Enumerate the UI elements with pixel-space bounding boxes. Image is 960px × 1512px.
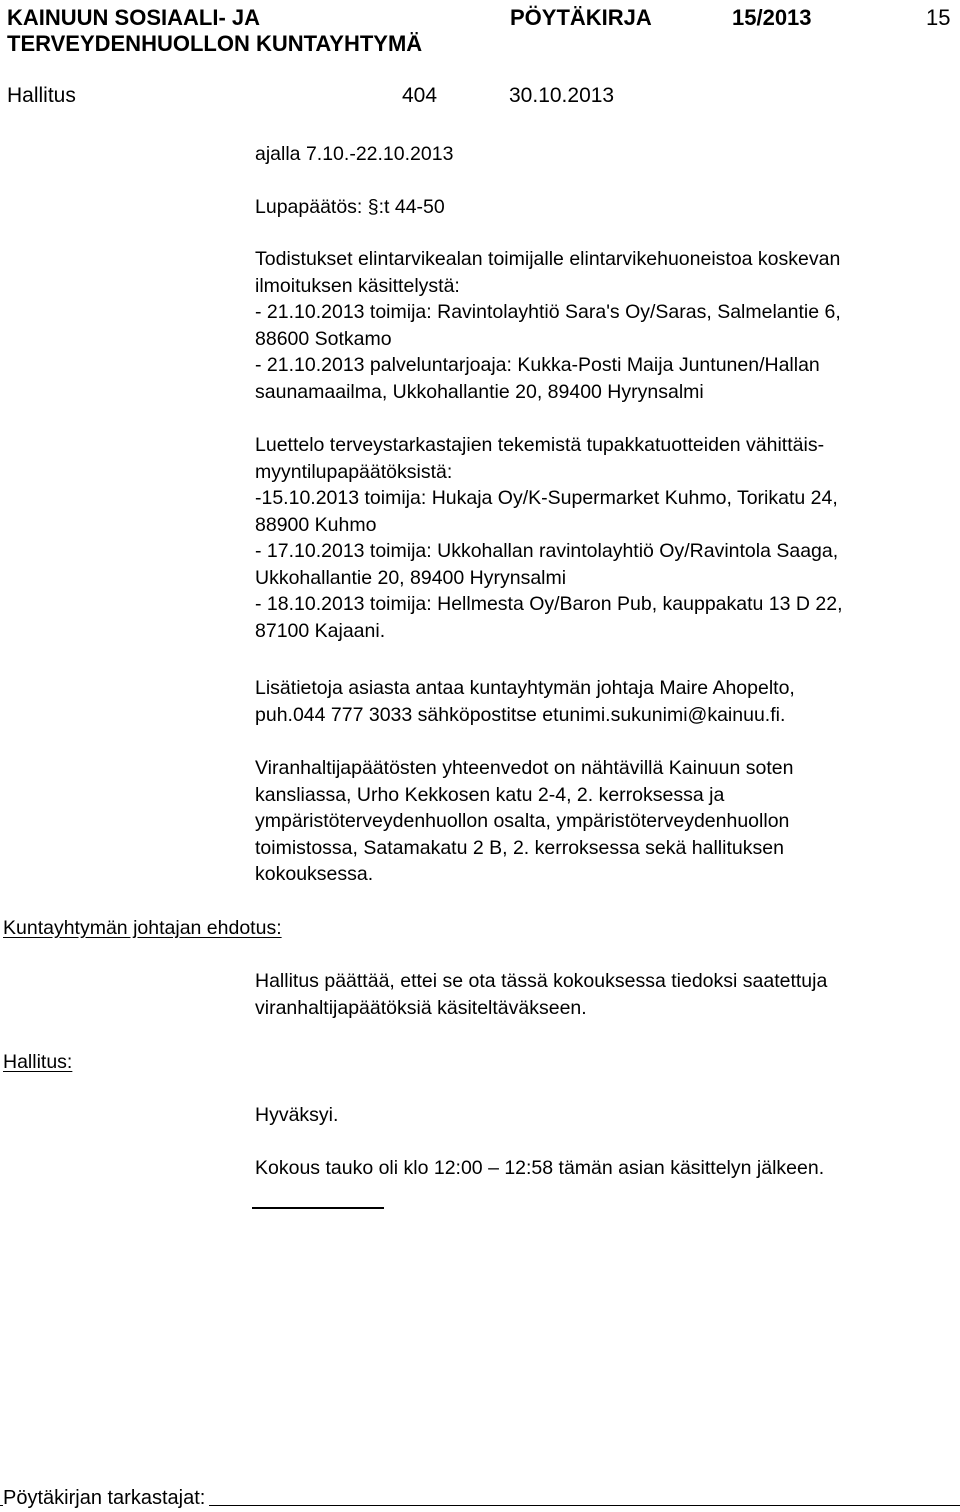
text-line: Luettelo terveystarkastajien tekemistä tupakkatuotteiden vähittäis-	[255, 434, 825, 456]
document-number: 15/2013	[732, 5, 812, 30]
section-number: 404	[402, 84, 438, 107]
meeting-body: Hallitus	[7, 84, 76, 107]
paragraph-tobacco-permits	[255, 432, 843, 644]
text-line: kansliassa, Urho Kekkosen katu 2-4, 2. kerroksessa ja	[255, 783, 725, 806]
text-line: ilmoituksen käsittelystä:	[255, 274, 460, 297]
text-line: - 21.10.2013 toimija: Ravintolayhtiö Sara's Oy/Saras, Salmelantie 6,	[255, 301, 841, 323]
text-line: Lisätietoja asiasta antaa kuntayhtymän johtaja Maire Ahopelto,	[255, 677, 795, 699]
text-line: Viranhaltijapäätösten yhteenvedot on nähtävillä Kainuun soten	[255, 757, 794, 779]
proposal-label: Kuntayhtymän johtajan ehdotus:	[3, 917, 282, 939]
text-line: viranhaltijapäätöksiä käsiteltäväkseen.	[255, 996, 587, 1019]
text-line: saunamaailma, Ukkohallantie 20, 89400 Hyrynsalmi	[255, 380, 704, 403]
paragraph-availability	[255, 755, 793, 888]
text-line: 88900 Kuhmo	[255, 513, 377, 536]
text-line: Ukkohallantie 20, 89400 Hyrynsalmi	[255, 566, 567, 589]
board-label: Hallitus:	[3, 1051, 73, 1073]
meeting-date: 30.10.2013	[509, 84, 615, 107]
text-line: puh.044 777 3033 sähköpostitse etunimi.sukunimi@kainuu.fi.	[255, 703, 786, 726]
text-line: 87100 Kajaani.	[255, 619, 386, 642]
text-line: kokouksessa.	[255, 863, 374, 885]
text-line: toimistossa, Satamakatu 2 B, 2. kerroksessa sekä hallituksen	[255, 836, 784, 859]
text-line: Todistukset elintarvikealan toimijalle elintarvikehuoneistoa koskevan	[255, 248, 841, 270]
footer-reviewers-label: Pöytäkirjan tarkastajat:	[3, 1485, 209, 1511]
org-name-line1: KAINUUN SOSIAALI- JA	[7, 5, 261, 30]
paragraph-certificates	[255, 246, 841, 405]
org-name-line2: TERVEYDENHUOLLON KUNTAYHTYMÄ	[7, 31, 423, 56]
break-note: Kokous tauko oli klo 12:00 – 12:58 tämän asian käsittelyn jälkeen.	[255, 1157, 825, 1179]
decision-text: Hyväksyi.	[255, 1104, 339, 1126]
text-line: - 17.10.2013 toimija: Ukkohallan ravintolayhtiö Oy/Ravintola Saaga,	[255, 540, 839, 562]
text-line: 88600 Sotkamo	[255, 327, 392, 350]
proposal-text	[255, 968, 827, 1021]
paragraph-contact-info	[255, 675, 795, 728]
text-line: myyntilupapäätöksistä:	[255, 460, 453, 483]
text-line: Hallitus päättää, ettei se ota tässä kokouksessa tiedoksi saatettuja	[255, 970, 828, 992]
document-type: PÖYTÄKIRJA	[510, 5, 652, 30]
text-line: -15.10.2013 toimija: Hukaja Oy/K-Supermarket Kuhmo, Torikatu 24,	[255, 487, 838, 509]
text-line: - 18.10.2013 toimija: Hellmesta Oy/Baron Pub, kauppakatu 13 D 22,	[255, 593, 843, 615]
text-line: - 21.10.2013 palveluntarjoaja: Kukka-Posti Maija Juntunen/Hallan	[255, 354, 820, 376]
text-line: ympäristöterveydenhuollon osalta, ympäristöterveydenhuollon	[255, 810, 790, 832]
paragraph-permit-decision: Lupapäätös: §:t 44-50	[255, 196, 445, 218]
paragraph-period: ajalla 7.10.-22.10.2013	[255, 143, 454, 165]
page-number: 15	[926, 5, 951, 30]
separator-line	[252, 1207, 384, 1209]
